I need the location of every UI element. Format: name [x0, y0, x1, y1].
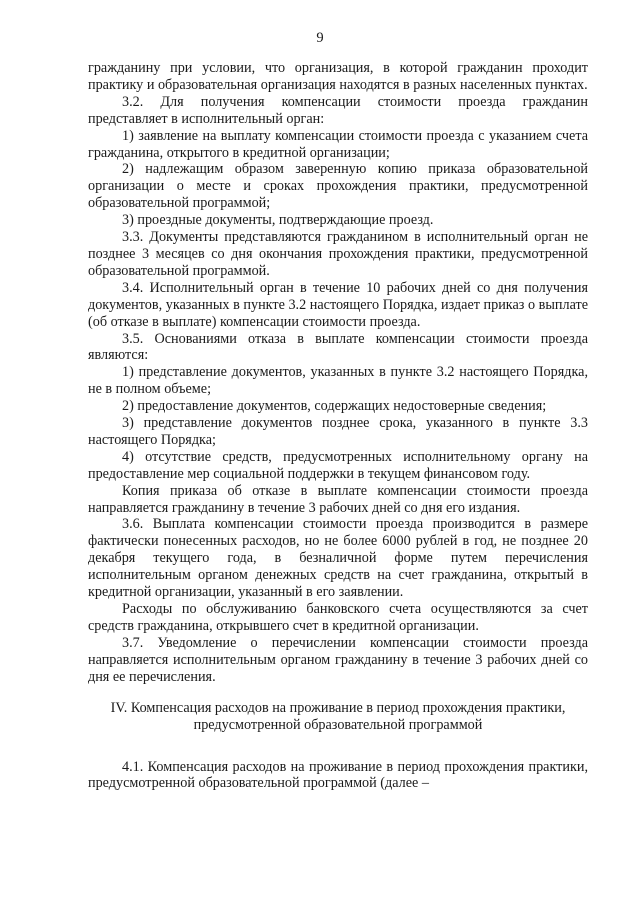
paragraph-refusal-copy: Копия приказа об отказе в выплате компенсации стоимости проезда направляется гражданину в течение 3 рабочих дней со дня его издания. [88, 482, 588, 516]
paragraph-bank-expenses: Расходы по обслуживанию банковского счета осуществляются за счет средств гражданина, открывшего счет в кредитной организации. [88, 601, 588, 634]
paragraph-3-5: 3.5. Основаниями отказа в выплате компенсации стоимости проезда являются: [88, 330, 588, 364]
section-heading-line-2: предусмотренной образовательной программой [193, 717, 483, 734]
paragraph-3-6: 3.6. Выплата компенсации стоимости проезда производится в размере фактически понесенных расходов, но не более 6000 рублей в год, не позднее 20 декабря текущего года, в безналичной форме путем перечисления исполнительным органом денежных средств на счет гражданина, открытый в кредитной организации, указанный в его заявлении. [88, 516, 588, 601]
list-item-3-5-1: 1) представление документов, указанных в пункте 3.2 настоящего Порядка, не в полном объеме; [88, 364, 588, 398]
document-body [88, 60, 588, 792]
paragraph-3-4: 3.4. Исполнительный орган в течение 10 рабочих дней со дня получения документов, указанных в пункте 3.2 настоящего Порядка, издает приказ о выплате (об отказе в выплате) компенсации стоимости проезда. [88, 279, 588, 330]
section-heading-line-1: IV. Компенсация расходов на проживание в период прохождения практики, [110, 699, 566, 716]
page-number: 9 [316, 30, 324, 46]
paragraph-continuation: гражданину при условии, что организация, в которой гражданин проходит практику и образовательная организация находятся в разных населенных пунктах. [88, 60, 588, 93]
list-item-3-2-1: 1) заявление на выплату компенсации стоимости проезда с указанием счета гражданина, открытого в кредитной организации; [88, 127, 588, 161]
paragraph-3-7: 3.7. Уведомление о перечислении компенсации стоимости проезда направляется исполнительным органом гражданину в течение 3 рабочих дней со дня ее перечисления. [88, 634, 588, 685]
paragraph-3-3: 3.3. Документы представляются гражданином в исполнительный орган не позднее 3 месяцев со дня окончания прохождения практики, предусмотренной образовательной программой. [88, 229, 588, 279]
paragraph-4-1: 4.1. Компенсация расходов на проживание в период прохождения практики, предусмотренной образовательной программой (далее – [88, 758, 588, 792]
list-item-3-5-2: 2) предоставление документов, содержащих недостоверные сведения; [122, 398, 547, 415]
list-item-3-2-2: 2) надлежащим образом заверенную копию приказа образовательной организации о месте и сроках прохождения практики, предусмотренной образовательной программой; [88, 161, 588, 212]
list-item-3-5-4: 4) отсутствие средств, предусмотренных исполнительному органу на предоставление мер социальной поддержки в текущем финансовом году. [88, 448, 588, 482]
paragraph-3-2: 3.2. Для получения компенсации стоимости проезда гражданин представляет в исполнительный орган: [88, 93, 588, 127]
list-item-3-5-3: 3) представление документов позднее срока, указанного в пункте 3.3 настоящего Порядка; [88, 415, 588, 448]
list-item-3-2-3: 3) проездные документы, подтверждающие проезд. [122, 212, 434, 229]
section-heading-iv [88, 700, 588, 735]
